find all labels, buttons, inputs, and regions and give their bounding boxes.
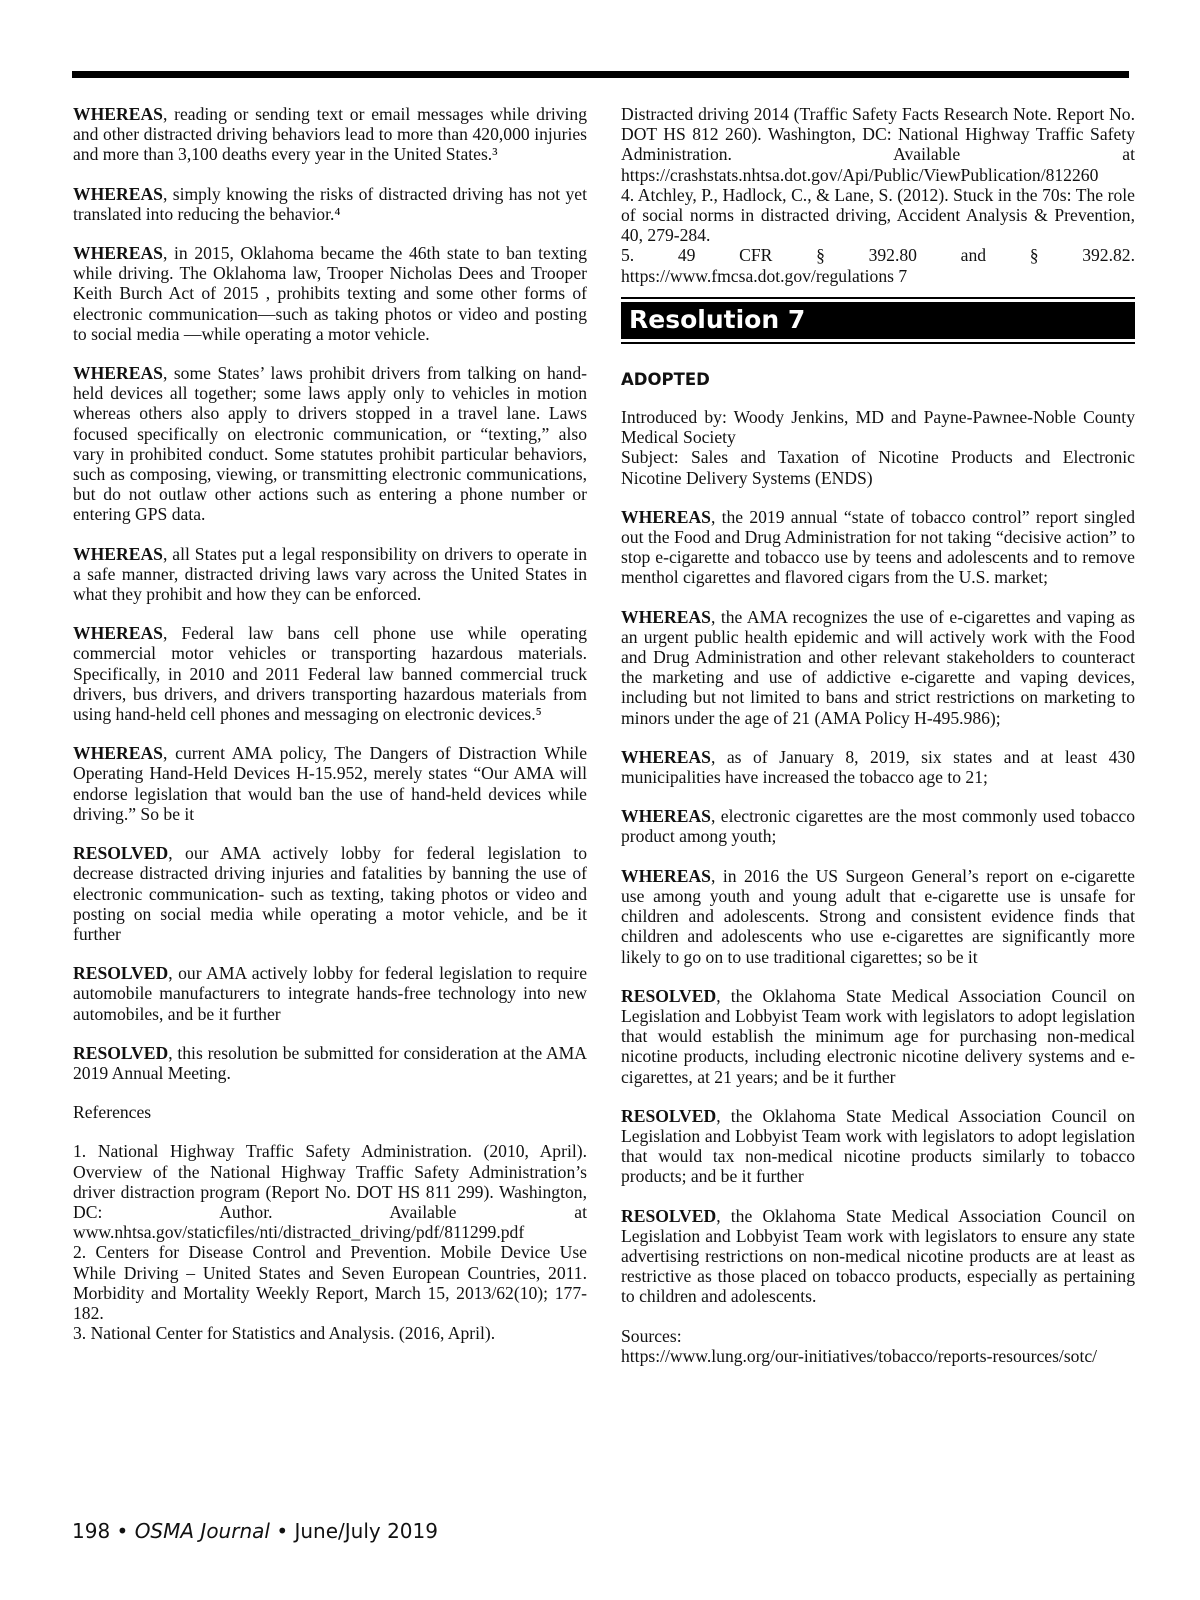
issue-date: • June/July 2019 xyxy=(276,1519,438,1543)
paragraph: RESOLVED, our AMA actively lobby for federal legislation to require automobile manufacturers to integrate hands-free technology into new automobiles, and be it further xyxy=(73,963,587,1024)
paragraph: RESOLVED, the Oklahoma State Medical Association Council on Legislation and Lobbyist Team work with legislators to adopt legislation that would tax non-medical nicotine products similarly to tobacco products; and be it further xyxy=(621,1105,1135,1187)
paragraph: WHEREAS, some States’ laws prohibit drivers from talking on hand-held devices all together; some laws apply only to vehicles in motion whereas others also apply to drivers stopped in a travel lane. Laws focused specifically on electronic communication, or “texting,” also vary in prohibited conduct. Some statutes prohibit particular behaviors, such as composing, viewing, or transmitting electronic communications, but do not outlaw other actions such as entering a phone number or entering GPS data. xyxy=(73,363,587,525)
paragraph: WHEREAS, in 2016 the US Surgeon General’s report on e-cigarette use among youth and young adult that e-cigarette use is unsafe for children and adolescents. Strong and consistent evidence finds that children and adolescents who use e-cigarettes are significantly more likely to go on to use traditional cigarettes; so be it xyxy=(621,865,1135,967)
paragraph: WHEREAS, all States put a legal responsibility on drivers to operate in a safe manner, distracted driving laws vary across the United States in what they prohibit and how they can be enforced. xyxy=(73,543,587,605)
reference-item: Distracted driving 2014 (Traffic Safety Facts Research Note. Report No. DOT HS 812 260). Washington, DC: National Highway Traffic Safety Administration. Available at https://crashstats.nhtsa.dot.gov/Api/Public/ViewPublication/812260 xyxy=(621,104,1135,185)
paragraph: RESOLVED, our AMA actively lobby for federal legislation to decrease distracted driving injuries and fatalities by banning the use of electronic communication- such as texting, taking photos or video and posting on social media while operating a motor vehicle, and be it further xyxy=(73,843,587,944)
reference-item: 1. National Highway Traffic Safety Administration. (2010, April). Overview of the National Highway Traffic Safety Administration’s driver distraction program (Report No. DOT HS 811 299). Washington, DC: Author. Available at www.nhtsa.gov/staticfiles/nti/distracted_driving/pdf/811299.pdf xyxy=(73,1141,587,1243)
sources-link[interactable]: https://www.lung.org/our-initiatives/tobacco/reports-resources/sotc/ xyxy=(621,1345,1098,1366)
subject: Subject: Sales and Taxation of Nicotine Products and Electronic Nicotine Delivery Systems (ENDS) xyxy=(621,447,1135,488)
introduced-by: Introduced by: Woody Jenkins, MD and Payne-Pawnee-Noble County Medical Society xyxy=(621,407,1135,448)
paragraph: WHEREAS, the 2019 annual “state of tobacco control” report singled out the Food and Drug Administration for not taking “decisive action” to stop e-cigarette and tobacco use by teens and adolescents and to remove menthol cigarettes and flavored cigars from the U.S. market; xyxy=(621,506,1135,588)
status-label: ADOPTED xyxy=(621,369,710,389)
top-rule xyxy=(72,71,1129,78)
paragraph: WHEREAS, in 2015, Oklahoma became the 46th state to ban texting while driving. The Oklahoma law, Trooper Nicholas Dees and Trooper Keith Burch Act of 2015 , prohibits texting and some other forms of electronic communication—such as taking photos or video and posting to social media —while operating a motor vehicle. xyxy=(73,243,587,344)
paragraph: WHEREAS, the AMA recognizes the use of e-cigarettes and vaping as an urgent public health epidemic and will actively work with the Food and Drug Administration and other relevant stakeholders to counteract the marketing and use of addictive e-cigarette and vaping devices, including but not limited to bans and strict restrictions on marketing to minors under the age of 21 (AMA Policy H-495.986); xyxy=(621,606,1135,728)
reference-item: 5. 49 CFR § 392.80 and § 392.82. https://www.fmcsa.dot.gov/regulations 7 xyxy=(621,245,1135,286)
paragraph: RESOLVED, the Oklahoma State Medical Association Council on Legislation and Lobbyist Team work with legislators to adopt legislation that would establish the minimum age for purchasing non-medical nicotine products, including electronic nicotine delivery systems and e-cigarettes, at 21 years; and be it further xyxy=(621,985,1135,1087)
resolution-rule xyxy=(621,342,1135,344)
left-column xyxy=(73,104,587,1343)
paragraph: RESOLVED, the Oklahoma State Medical Association Council on Legislation and Lobbyist Team work with legislators to ensure any state advertising restrictions on non-medical nicotine products are at least as restrictive as those placed on tobacco products, especially as pertaining to children and adolescents. xyxy=(621,1205,1135,1307)
reference-item: 2. Centers for Disease Control and Prevention. Mobile Device Use While Driving – United States and Seven European Countries, 2011. Morbidity and Mortality Weekly Report, March 15, 2013/62(10); 177-182. xyxy=(73,1242,587,1323)
paragraph: WHEREAS, electronic cigarettes are the most commonly used tobacco product among youth; xyxy=(621,806,1135,847)
page-footer xyxy=(72,1519,438,1543)
sources-label: Sources: xyxy=(621,1325,682,1346)
paragraph: RESOLVED, this resolution be submitted for consideration at the AMA 2019 Annual Meeting. xyxy=(73,1042,587,1083)
paragraph: WHEREAS, as of January 8, 2019, six states and at least 430 municipalities have increased the tobacco age to 21; xyxy=(621,746,1135,788)
resolution-header xyxy=(621,297,1135,344)
paragraph: WHEREAS, current AMA policy, The Dangers of Distraction While Operating Hand-Held Devices H-15.952, merely states “Our AMA will endorse legislation that would ban the use of hand-held devices while driving.” So be it xyxy=(73,743,587,824)
paragraph: WHEREAS, reading or sending text or email messages while driving and other distracted driving behaviors lead to more than 420,000 injuries and more than 3,100 deaths every year in the United States.³ xyxy=(73,104,587,165)
paragraph: WHEREAS, simply knowing the risks of distracted driving has not yet translated into reducing the behavior.⁴ xyxy=(73,183,587,224)
reference-item: 4. Atchley, P., Hadlock, C., & Lane, S. (2012). Stuck in the 70s: The role of social norms in distracted driving, Accident Analysis & Prevention, 40, 279-284. xyxy=(621,184,1135,246)
paragraph: WHEREAS, Federal law bans cell phone use while operating commercial motor vehicles or transporting hazardous materials. Specifically, in 2010 and 2011 Federal law banned commercial truck drivers, bus drivers, and drivers transporting hazardous materials from using hand-held cell phones and messaging on electronic devices.⁵ xyxy=(73,623,587,725)
right-column xyxy=(621,104,1135,1366)
page-number: 198 • xyxy=(72,1519,129,1543)
references-heading: References xyxy=(73,1102,152,1123)
reference-item: 3. National Center for Statistics and Analysis. (2016, April). xyxy=(73,1323,496,1344)
resolution-title: Resolution 7 xyxy=(621,302,1135,339)
journal-name: OSMA Journal xyxy=(134,1519,270,1543)
